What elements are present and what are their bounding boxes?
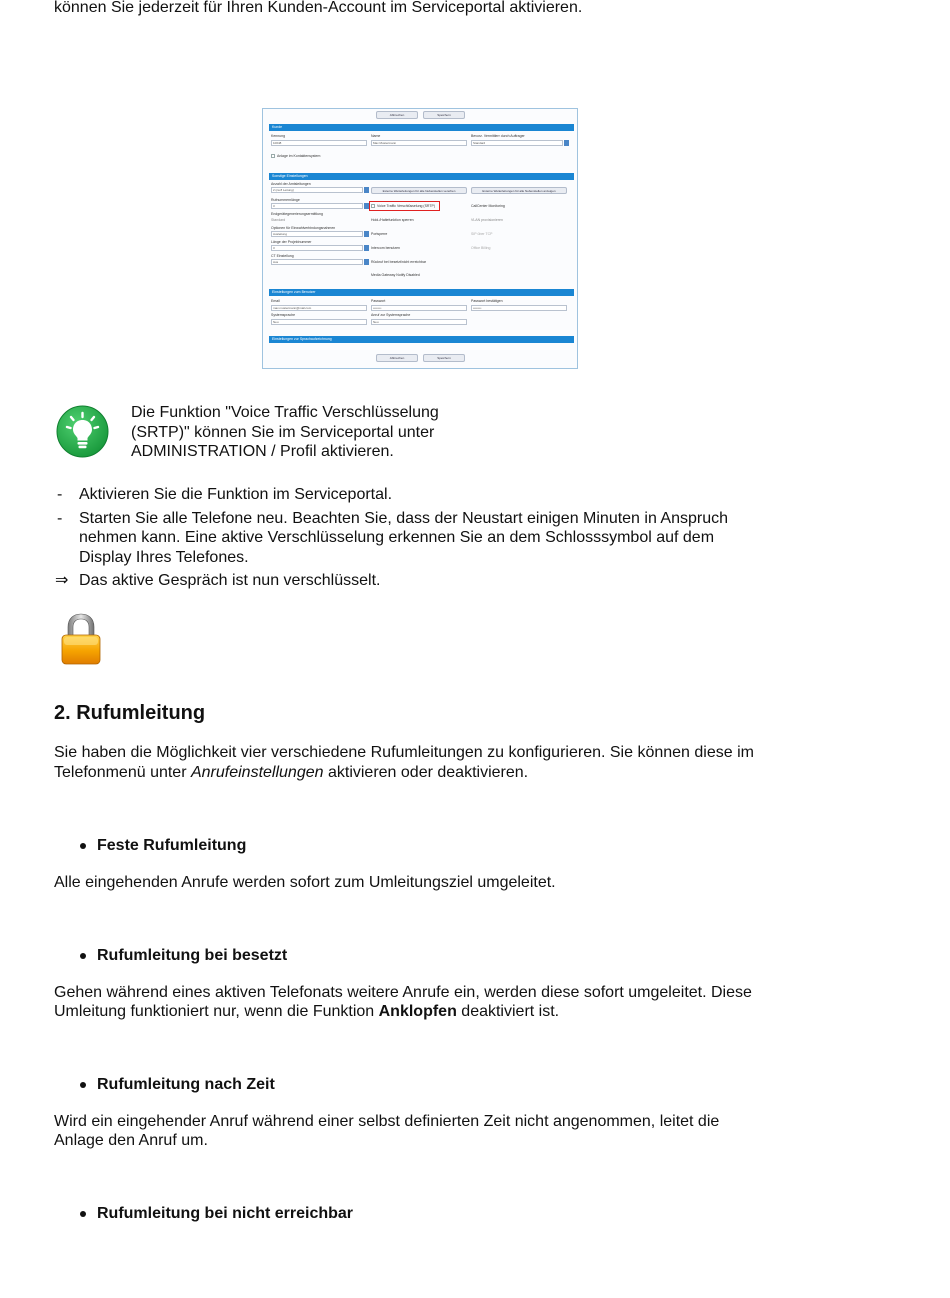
sonstige-f5-label: Länge der Projektnummer — [271, 240, 312, 244]
item-2-desc-post: deaktiviert ist. — [456, 1003, 560, 1020]
sonstige-f6-field: Aus — [271, 259, 363, 265]
kunde-col2-label: Name — [371, 134, 381, 138]
section-benutzer: Einstellungen zum Benutzer — [269, 289, 574, 296]
sonstige-btn-a: Externe Weiterleitungen für alle Nebenstellen vererben — [371, 187, 467, 194]
kunde-col1-label: Kennung — [271, 134, 286, 138]
pw-label: Passwort — [371, 299, 386, 303]
sip-label: SIP über TCP — [471, 232, 493, 236]
save-button-top: Speichern — [423, 111, 465, 119]
section-heading: 2. Rufumleitung — [54, 702, 206, 724]
save-button-bottom: Speichern — [423, 354, 465, 362]
vlan-label: VLAN provisionieren — [471, 218, 503, 222]
kunde-col3-select — [564, 140, 569, 146]
step-2-marker: - — [57, 510, 63, 527]
item-2-desc-line-1: Gehen während eines aktiven Telefonats weitere Anrufe ein, werden diese sofort umgeleitet. Diese — [54, 984, 752, 1001]
step-1-text: Aktivieren Sie die Funktion im Serviceportal. — [79, 486, 393, 503]
sonstige-f3-label: Endgerätegenerierungsermittlung — [271, 212, 323, 216]
tip-line-1: Die Funktion "Voice Traffic Verschlüsselung — [131, 404, 439, 421]
cancel-button-top: Abbrechen — [376, 111, 418, 119]
sonstige-f6-label: CT Einstellung — [271, 254, 294, 258]
serviceportal-screenshot — [262, 108, 578, 369]
intro-line-2-post: aktivieren oder deaktivieren. — [323, 764, 529, 781]
section-sonstige: Sonstige Einstellungen — [269, 173, 574, 180]
section-kunde: Kunde — [269, 124, 574, 131]
step-1-marker: - — [57, 486, 63, 503]
item-3-title: Rufumleitung nach Zeit — [97, 1076, 275, 1093]
sonstige-f1-select — [364, 187, 369, 193]
rueckruf-label: Rückruf bei besetzt/nicht erreichbar — [371, 260, 427, 264]
office-label: Office Billing — [471, 246, 491, 250]
kunde-col1-field: 10048 — [271, 140, 367, 146]
section-sprache: Einstellungen zur Sprachaufzeichnung — [269, 336, 574, 343]
sonstige-f3-value: Standard — [271, 218, 286, 222]
pw-field: •••••••• — [371, 305, 467, 311]
sonstige-f5-select — [364, 245, 369, 251]
item-1-desc: Alle eingehenden Anrufe werden sofort zum Umleitungsziel umgeleitet. — [54, 874, 556, 891]
email-field: max.mustermann@mail.com — [271, 305, 367, 311]
item-2-desc-pre: Umleitung funktioniert nur, wenn die Funktion — [54, 1003, 379, 1020]
step-2-line-3: Display Ihres Telefones. — [79, 549, 249, 566]
pw2-label: Passwort bestätigen — [471, 299, 503, 303]
item-2-desc-line-2 — [54, 1002, 814, 1022]
result-arrow: ⇒ — [55, 572, 69, 589]
kunde-checkbox — [271, 154, 275, 158]
sonstige-f4-select — [364, 231, 369, 237]
lightbulb-icon — [56, 405, 109, 458]
item-1-title: Feste Rufumleitung — [97, 837, 247, 854]
item-2-title: Rufumleitung bei besetzt — [97, 947, 288, 964]
result-text: Das aktive Gespräch ist nun verschlüsselt. — [79, 572, 381, 589]
media-label: Media Gateway Notify Disabled — [371, 273, 420, 277]
callcenter-label: CallCenter Monitoring — [471, 204, 505, 208]
lang-label: Systemsprache — [271, 313, 296, 317]
pw2-field: •••••••• — [471, 305, 567, 311]
intro-line-2 — [54, 763, 814, 783]
email-label: Email — [271, 299, 280, 303]
padlock-icon — [58, 612, 104, 666]
srtp-label: Voice Traffic Verschlüsselung (SRTP) — [377, 204, 436, 208]
lang2-field: Neu — [371, 319, 467, 325]
sonstige-f5-field: 3 — [271, 245, 363, 251]
tip-line-3: ADMINISTRATION / Profil aktivieren. — [131, 443, 394, 460]
srtp-checkbox — [371, 204, 375, 208]
hold-label: Hold-/Haltefunktion sperren — [371, 218, 414, 222]
lang2-label: Anruf zur Systemsprache — [371, 313, 411, 317]
tip-line-2: (SRTP)" können Sie im Serviceportal unter — [131, 424, 435, 441]
sonstige-f6-select — [364, 259, 369, 265]
sonstige-btn-b: Externe Weiterleitungen für alle Nebenstellen anzeigen — [471, 187, 567, 194]
step-2-line-2: nehmen kann. Eine aktive Verschlüsselung erkennen Sie an dem Schlosssymbol auf dem — [79, 529, 715, 546]
kunde-col3-field: Standard — [471, 140, 563, 146]
cancel-button-bottom: Abbrechen — [376, 354, 418, 362]
sonstige-f1-label: Anzahl der Amtsleitungen — [271, 182, 311, 186]
bullet-dot-2 — [80, 953, 86, 959]
bullet-dot-4 — [80, 1211, 86, 1217]
kunde-checkbox-label: Anlage im Kontaktensystem — [277, 154, 321, 158]
intro-line-1: Sie haben die Möglichkeit vier verschiedene Rufumleitungen zu konfigurieren. Sie können diese im — [54, 744, 754, 761]
item-3-desc-line-1: Wird ein eingehender Anruf während einer selbst definierten Zeit nicht angenommen, leitet die — [54, 1113, 720, 1130]
kunde-col2-field: Max Mustermann — [371, 140, 467, 146]
lang-field: Neu — [271, 319, 367, 325]
item-4-title: Rufumleitung bei nicht erreichbar — [97, 1205, 354, 1222]
sonstige-f4-label: Optionen für Einwahlverbindungsnahmen — [271, 226, 336, 230]
sonstige-f2-field: 3 — [271, 203, 363, 209]
item-2-desc-bold: Anklopfen — [378, 1003, 457, 1020]
bullet-dot-3 — [80, 1082, 86, 1088]
intro-line-2-em: Anrufeinstellungen — [190, 764, 324, 781]
intro-line-2-pre: Telefonmenü unter — [54, 764, 191, 781]
intercom-label: Intercom benutzen — [371, 246, 400, 250]
kunde-col3-label: Bevorz. Vermittlerr durch Auftrager — [471, 134, 525, 138]
sonstige-f2-label: Rufnummernlänge — [271, 198, 300, 202]
sonstige-f1-field: 2 (ca 8 Leitung) — [271, 187, 363, 193]
step-2-line-1: Starten Sie alle Telefone neu. Beachten Sie, dass der Neustart einigen Minuten in Anspruch — [79, 510, 729, 527]
portal-label: Portsperre — [371, 232, 388, 236]
top-text: können Sie jederzeit für Ihren Kunden-Account im Serviceportal aktivieren. — [54, 0, 583, 16]
bullet-dot-1 — [80, 843, 86, 849]
sonstige-f4-field: Ausleitung — [271, 231, 363, 237]
item-3-desc-line-2: Anlage den Anruf um. — [54, 1132, 208, 1149]
